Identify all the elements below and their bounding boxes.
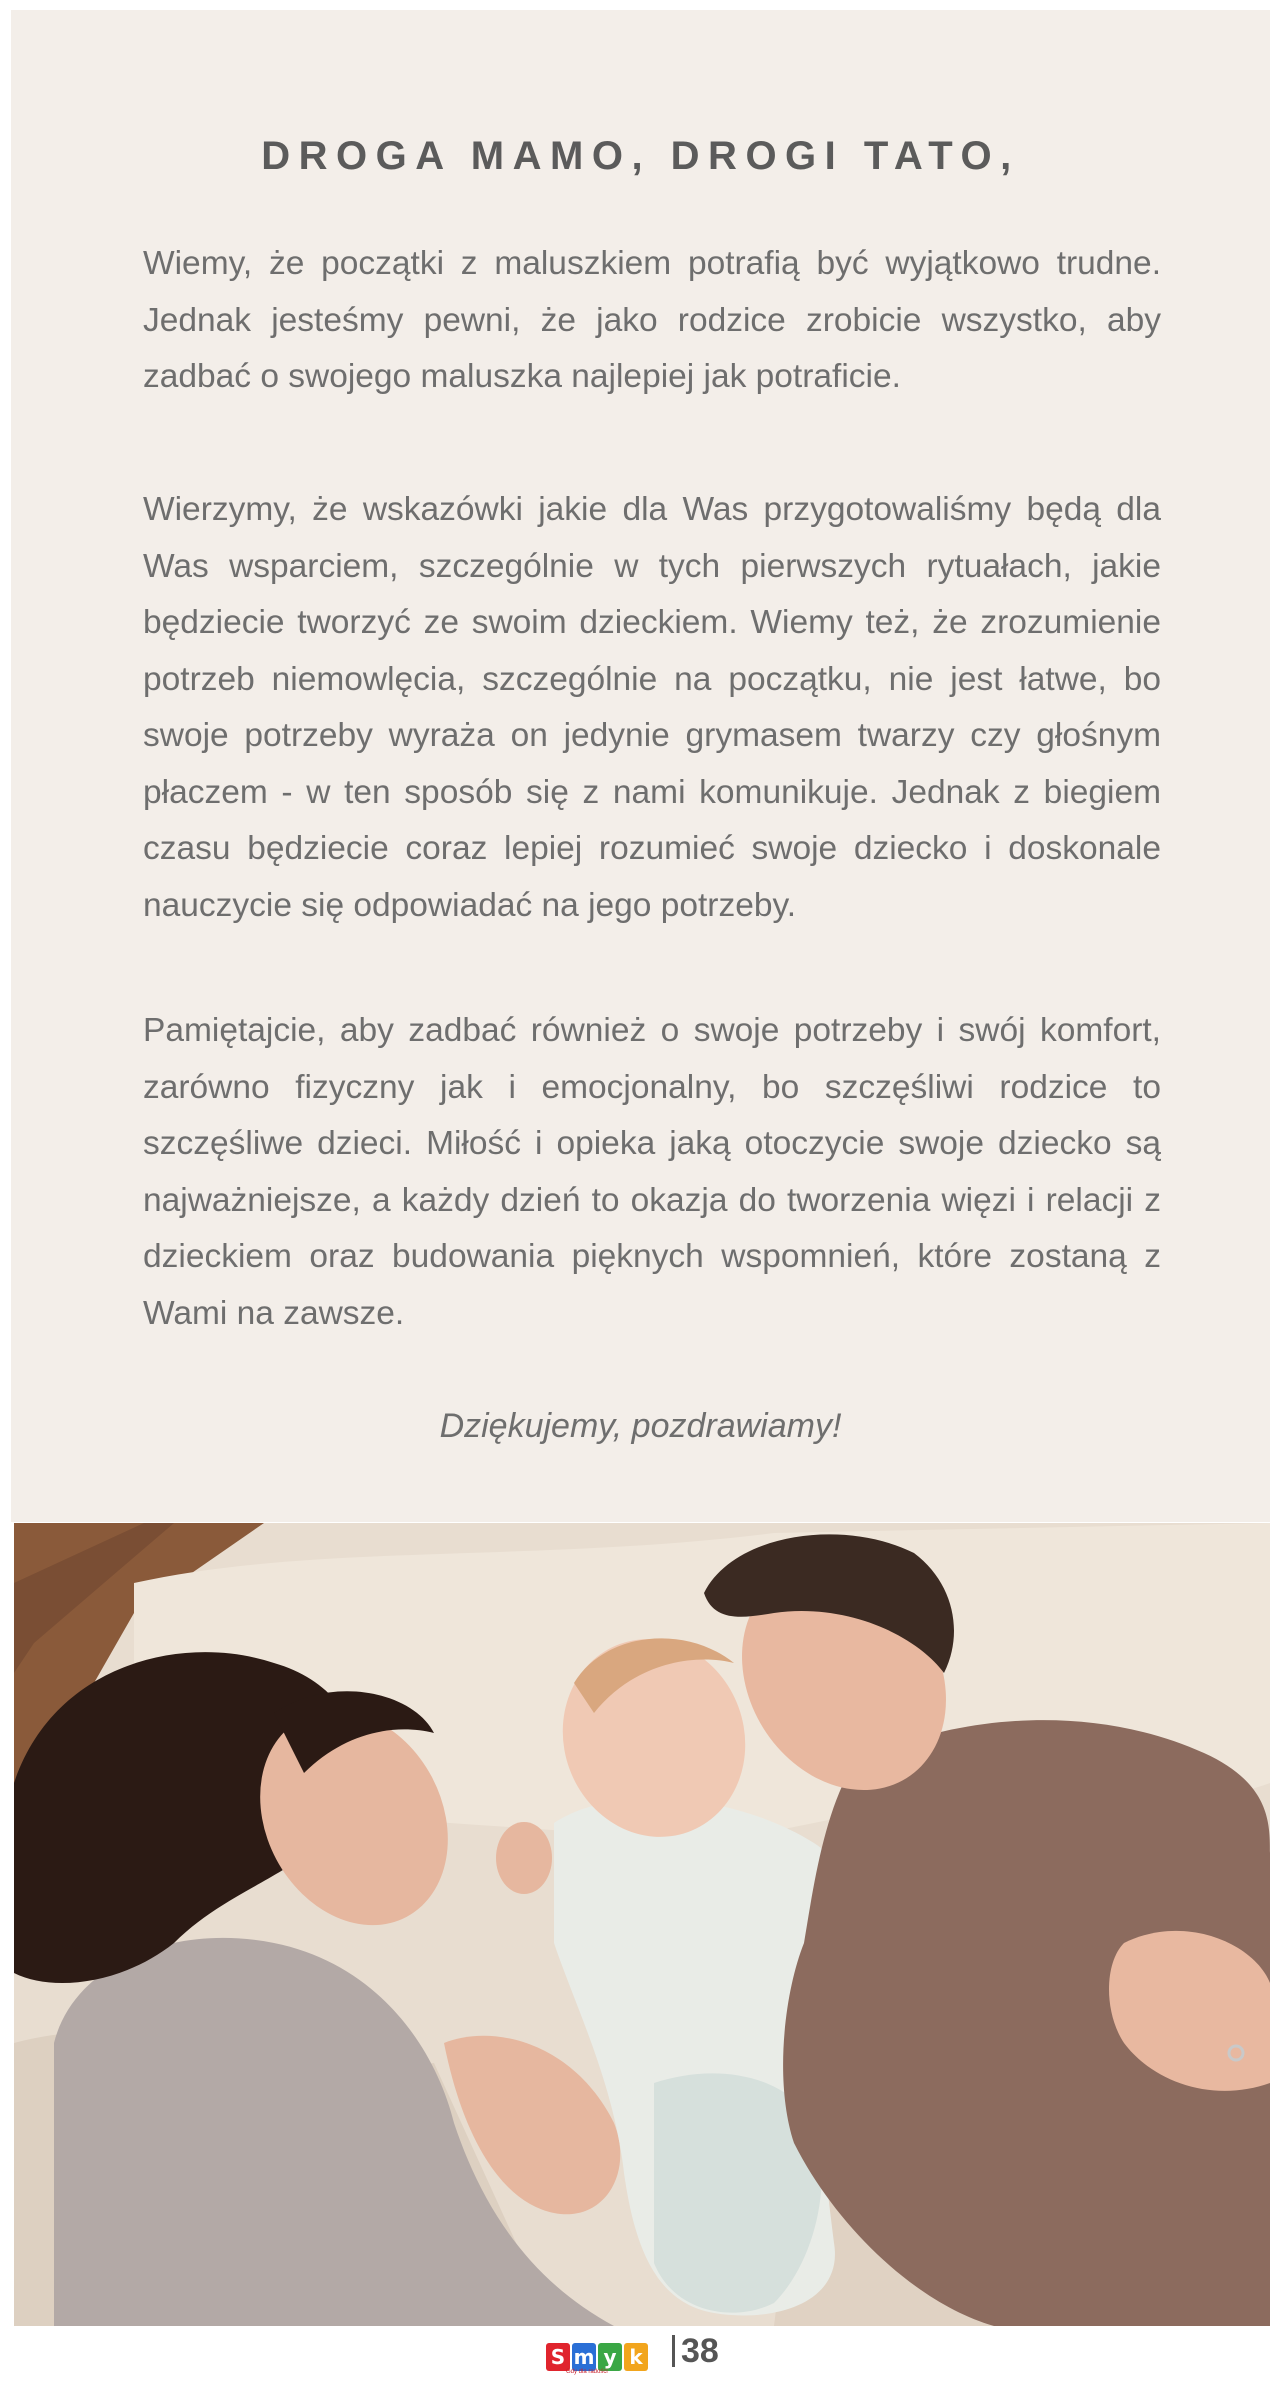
letter-panel [11,10,1270,1522]
letter-title: DROGA MAMO, DROGI TATO, [261,134,1020,178]
letter-paragraph-2: Wierzymy, że wskazówki jakie dla Was przygotowaliśmy będą dla Was wsparciem, szczególnie w tych pierwszych rytuałach, jakie będziecie tworzyć ze swoim dzieckiem. Wiemy też, że zrozumienie potrzeb niemowlęcia, szczególnie na początku, nie jest łatwe, bo swoje potrzeby wyraża on jedynie grymasem twarzy czy głośnym płaczem - w ten sposób się z nami komunikuje. Jednak z biegiem czasu będziecie coraz lepiej rozumieć swoje dziecko i doskonale nauczycie się odpowiadać na jego potrzeby. [143,491,1161,924]
letter-closing: Dziękujemy, pozdrawiamy! [439,1407,842,1445]
family-photo [14,1523,1270,2326]
logo-tagline: Gdy dla radości [566,2369,608,2375]
footer-divider [672,2335,675,2367]
page-footer [546,2331,719,2375]
logo-letter: S [546,2343,570,2371]
logo-letter: k [624,2343,648,2371]
letter-paragraph-1: Wiemy, że początki z maluszkiem potrafią być wyjątkowo trudne. Jednak jesteśmy pewni, że jako rodzice zrobicie wszystko, aby zadbać o swojego maluszka najlepiej jak potraficie. [143,245,1161,395]
smyk-logo [546,2331,658,2375]
logo-letter: y [598,2343,622,2371]
logo-letter: m [573,2345,595,2369]
page-number: 38 [681,2332,719,2370]
family-photo-illustration [14,1523,1270,2326]
letter-paragraph-3: Pamiętajcie, aby zadbać również o swoje potrzeby i swój komfort, zarówno fizyczny jak i emocjonalny, bo szczęśliwi rodzice to szczęśliwe dzieci. Miłość i opieka jaką otoczycie swoje dziecko są najważniejsze, a każdy dzień to okazja do tworzenia więzi i relacji z dzieckiem oraz budowania pięknych wspomnień, które zostaną z Wami na zawsze. [143,1012,1161,1332]
mother-hand [496,1822,552,1894]
